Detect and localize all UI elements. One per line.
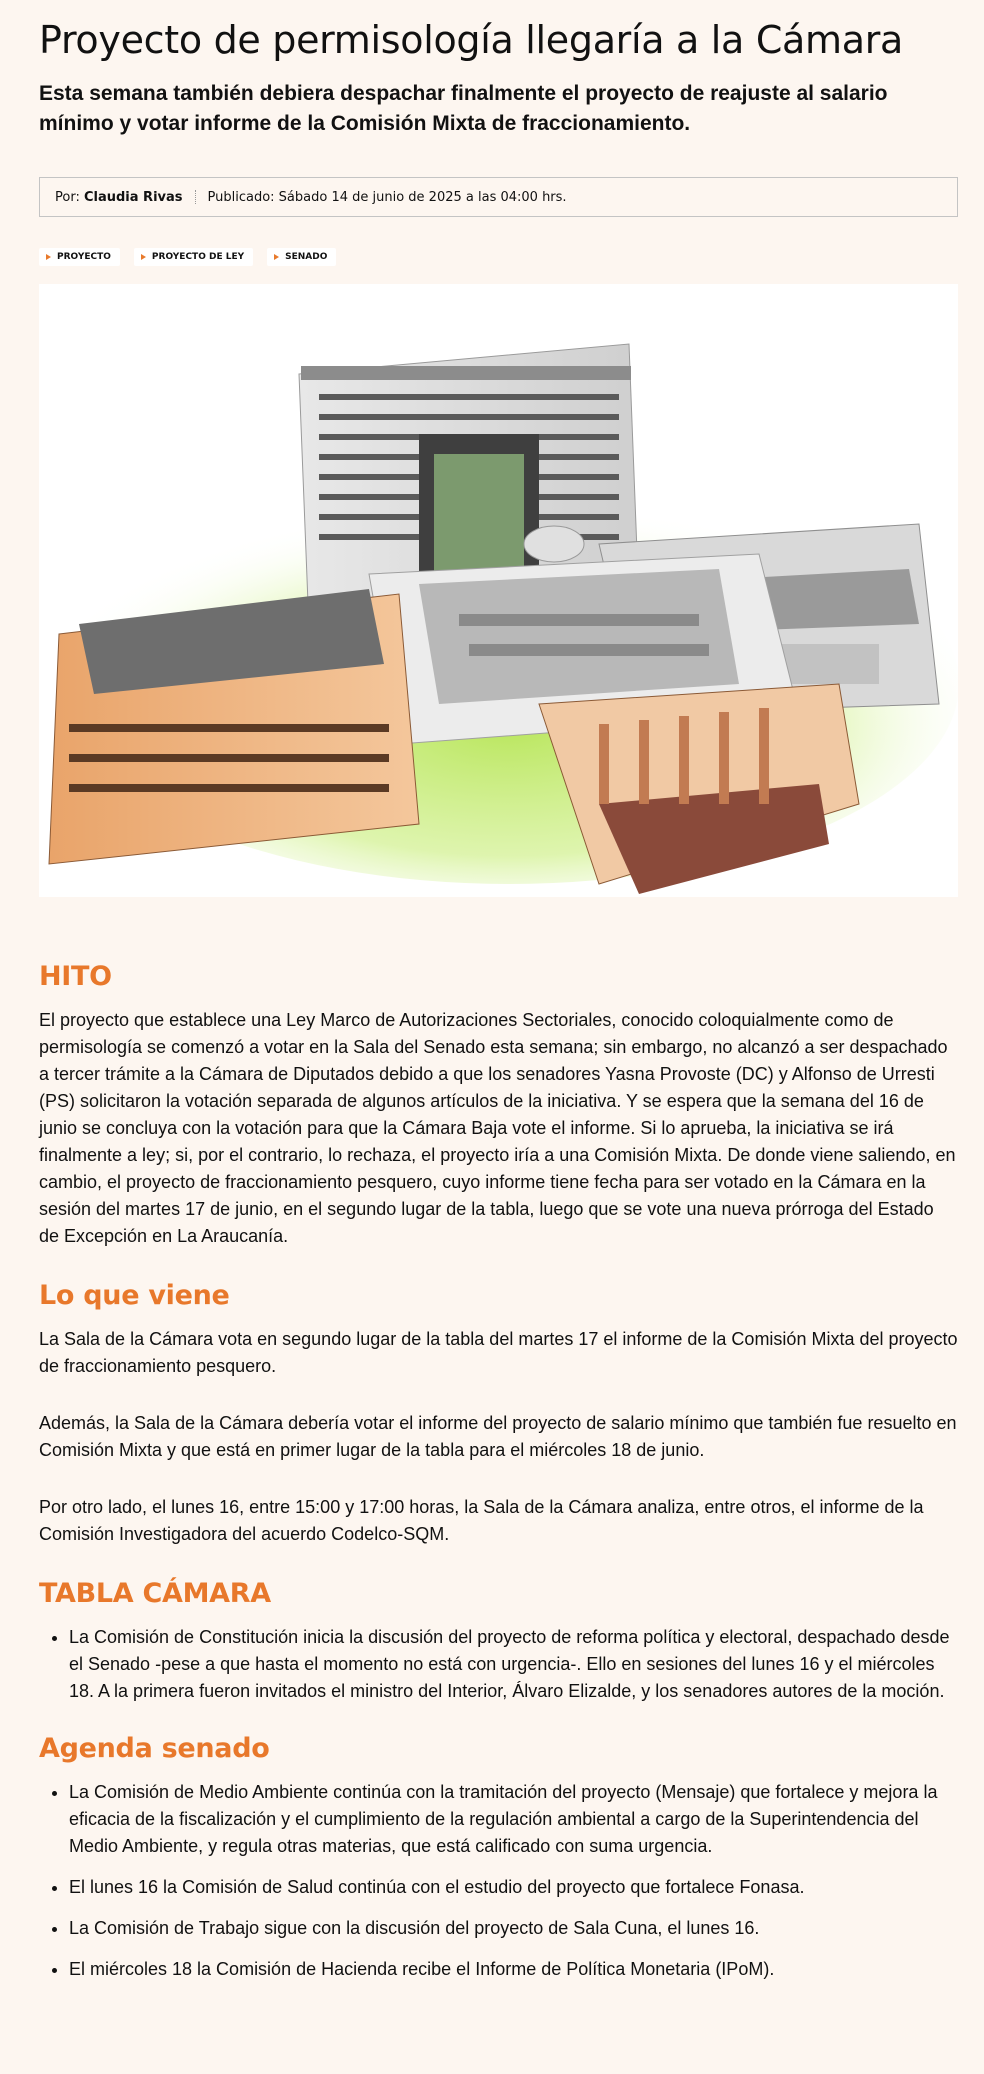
- tag-proyecto-de-ley[interactable]: [134, 248, 253, 266]
- triangle-right-icon: [274, 254, 279, 260]
- tag-label: PROYECTO: [57, 252, 111, 262]
- section-tabla-camara: [39, 1576, 958, 1705]
- byline-by-label: Por:: [55, 189, 80, 205]
- list: [39, 1624, 958, 1705]
- section-agenda-senado: [39, 1731, 958, 1983]
- tag-label: SENADO: [285, 252, 328, 262]
- section-lo-que-viene: [39, 1278, 958, 1548]
- triangle-right-icon: [46, 254, 51, 260]
- tag-proyecto[interactable]: [39, 248, 120, 266]
- list-item: • La Comisión de Constitución inicia la discusión del proyecto de reforma política y electoral, despachado desde el Senado -pese a que hasta el momento no está con urgencia-. Ello en sesiones del lunes 16 y el miércoles 18. A la primera fueron invitados el ministro del Interior, Álvaro Elizalde, y los senadores autores de la moción.: [69, 1624, 958, 1705]
- tag-label: PROYECTO DE LEY: [151, 252, 245, 262]
- list: [39, 1779, 958, 1983]
- section-heading-lo-que-viene: Lo que viene: [39, 1280, 230, 1311]
- tag-list: [39, 248, 958, 266]
- section-hito: [39, 959, 958, 1250]
- article-subtitle: Esta semana también debiera despachar finalmente el proyecto de reajuste al salario mínimo y votar informe de la Comisión Mixta de fraccionamiento.: [39, 82, 888, 135]
- article-title: Proyecto de permisología llegaría a la Cámara: [39, 18, 904, 62]
- tag-senado[interactable]: [267, 248, 336, 266]
- list-item: • La Comisión de Medio Ambiente continúa con la tramitación del proyecto (Mensaje) que fortalece y mejora la eficacia de la fiscalización y el cumplimiento de la regulación ambiental a cargo de la Superintendencia del Medio Ambiente, y regula otras materias, que está calificado con suma urgencia.: [69, 1779, 958, 1860]
- section-body-hito: El proyecto que establece una Ley Marco de Autorizaciones Sectoriales, conocido coloquialmente como de permisología se comenzó a votar en la Sala del Senado esta semana; sin embargo, no alcanzó a ser despachado a tercer trámite a la Cámara de Diputados debido a que los senadores Yasna Provoste (DC) y Alfonso de Urresti (PS) solicitaron la votación separada de algunos artículos de la iniciativa. Y se espera que la semana del 16 de junio se concluya con la votación para que la Cámara Baja vote el informe. Si lo aprueba, la iniciativa se irá finalmente a ley; si, por el contrario, lo rechaza, el proyecto iría a una Comisión Mixta. De donde viene saliendo, en cambio, el proyecto de fraccionamiento pesquero, cuyo informe tiene fecha para ser votado en la Cámara en la sesión del martes 17 de junio, en el segundo lugar de la tabla, luego que se vote una nueva prórroga del Estado de Excepción en La Araucanía.: [39, 1010, 956, 1246]
- left-wing: [49, 589, 419, 864]
- list-item: • El miércoles 18 la Comisión de Hacienda recibe el Informe de Política Monetaria (IPoM).: [69, 1956, 958, 1983]
- paragraph: Por otro lado, el lunes 16, entre 15:00 y 17:00 horas, la Sala de la Cámara analiza, entre otros, el informe de la Comisión Investigadora del acuerdo Codelco-SQM.: [39, 1497, 924, 1544]
- byline-published: Publicado: Sábado 14 de junio de 2025 a las 04:00 hrs.: [207, 189, 567, 205]
- section-heading-tabla-camara: TABLA CÁMARA: [39, 1578, 271, 1609]
- paragraph: La Sala de la Cámara vota en segundo lugar de la tabla del martes 17 el informe de la Comisión Mixta del proyecto de fraccionamiento pesquero.: [39, 1329, 958, 1376]
- section-heading-agenda-senado: Agenda senado: [39, 1733, 270, 1764]
- triangle-right-icon: [141, 254, 146, 260]
- byline-author[interactable]: Claudia Rivas: [83, 189, 183, 205]
- byline-separator: [195, 190, 196, 204]
- hero-image-building-illustration: [39, 284, 958, 897]
- list-item: • La Comisión de Trabajo sigue con la discusión del proyecto de Sala Cuna, el lunes 16.: [69, 1915, 958, 1942]
- paragraph: Además, la Sala de la Cámara debería votar el informe del proyecto de salario mínimo que también fue resuelto en Comisión Mixta y que está en primer lugar de la tabla para el miércoles 18 de junio.: [39, 1413, 957, 1460]
- section-heading-hito: HITO: [39, 961, 112, 992]
- byline: [39, 177, 958, 217]
- list-item: • El lunes 16 la Comisión de Salud continúa con el estudio del proyecto que fortalece Fonasa.: [69, 1874, 958, 1901]
